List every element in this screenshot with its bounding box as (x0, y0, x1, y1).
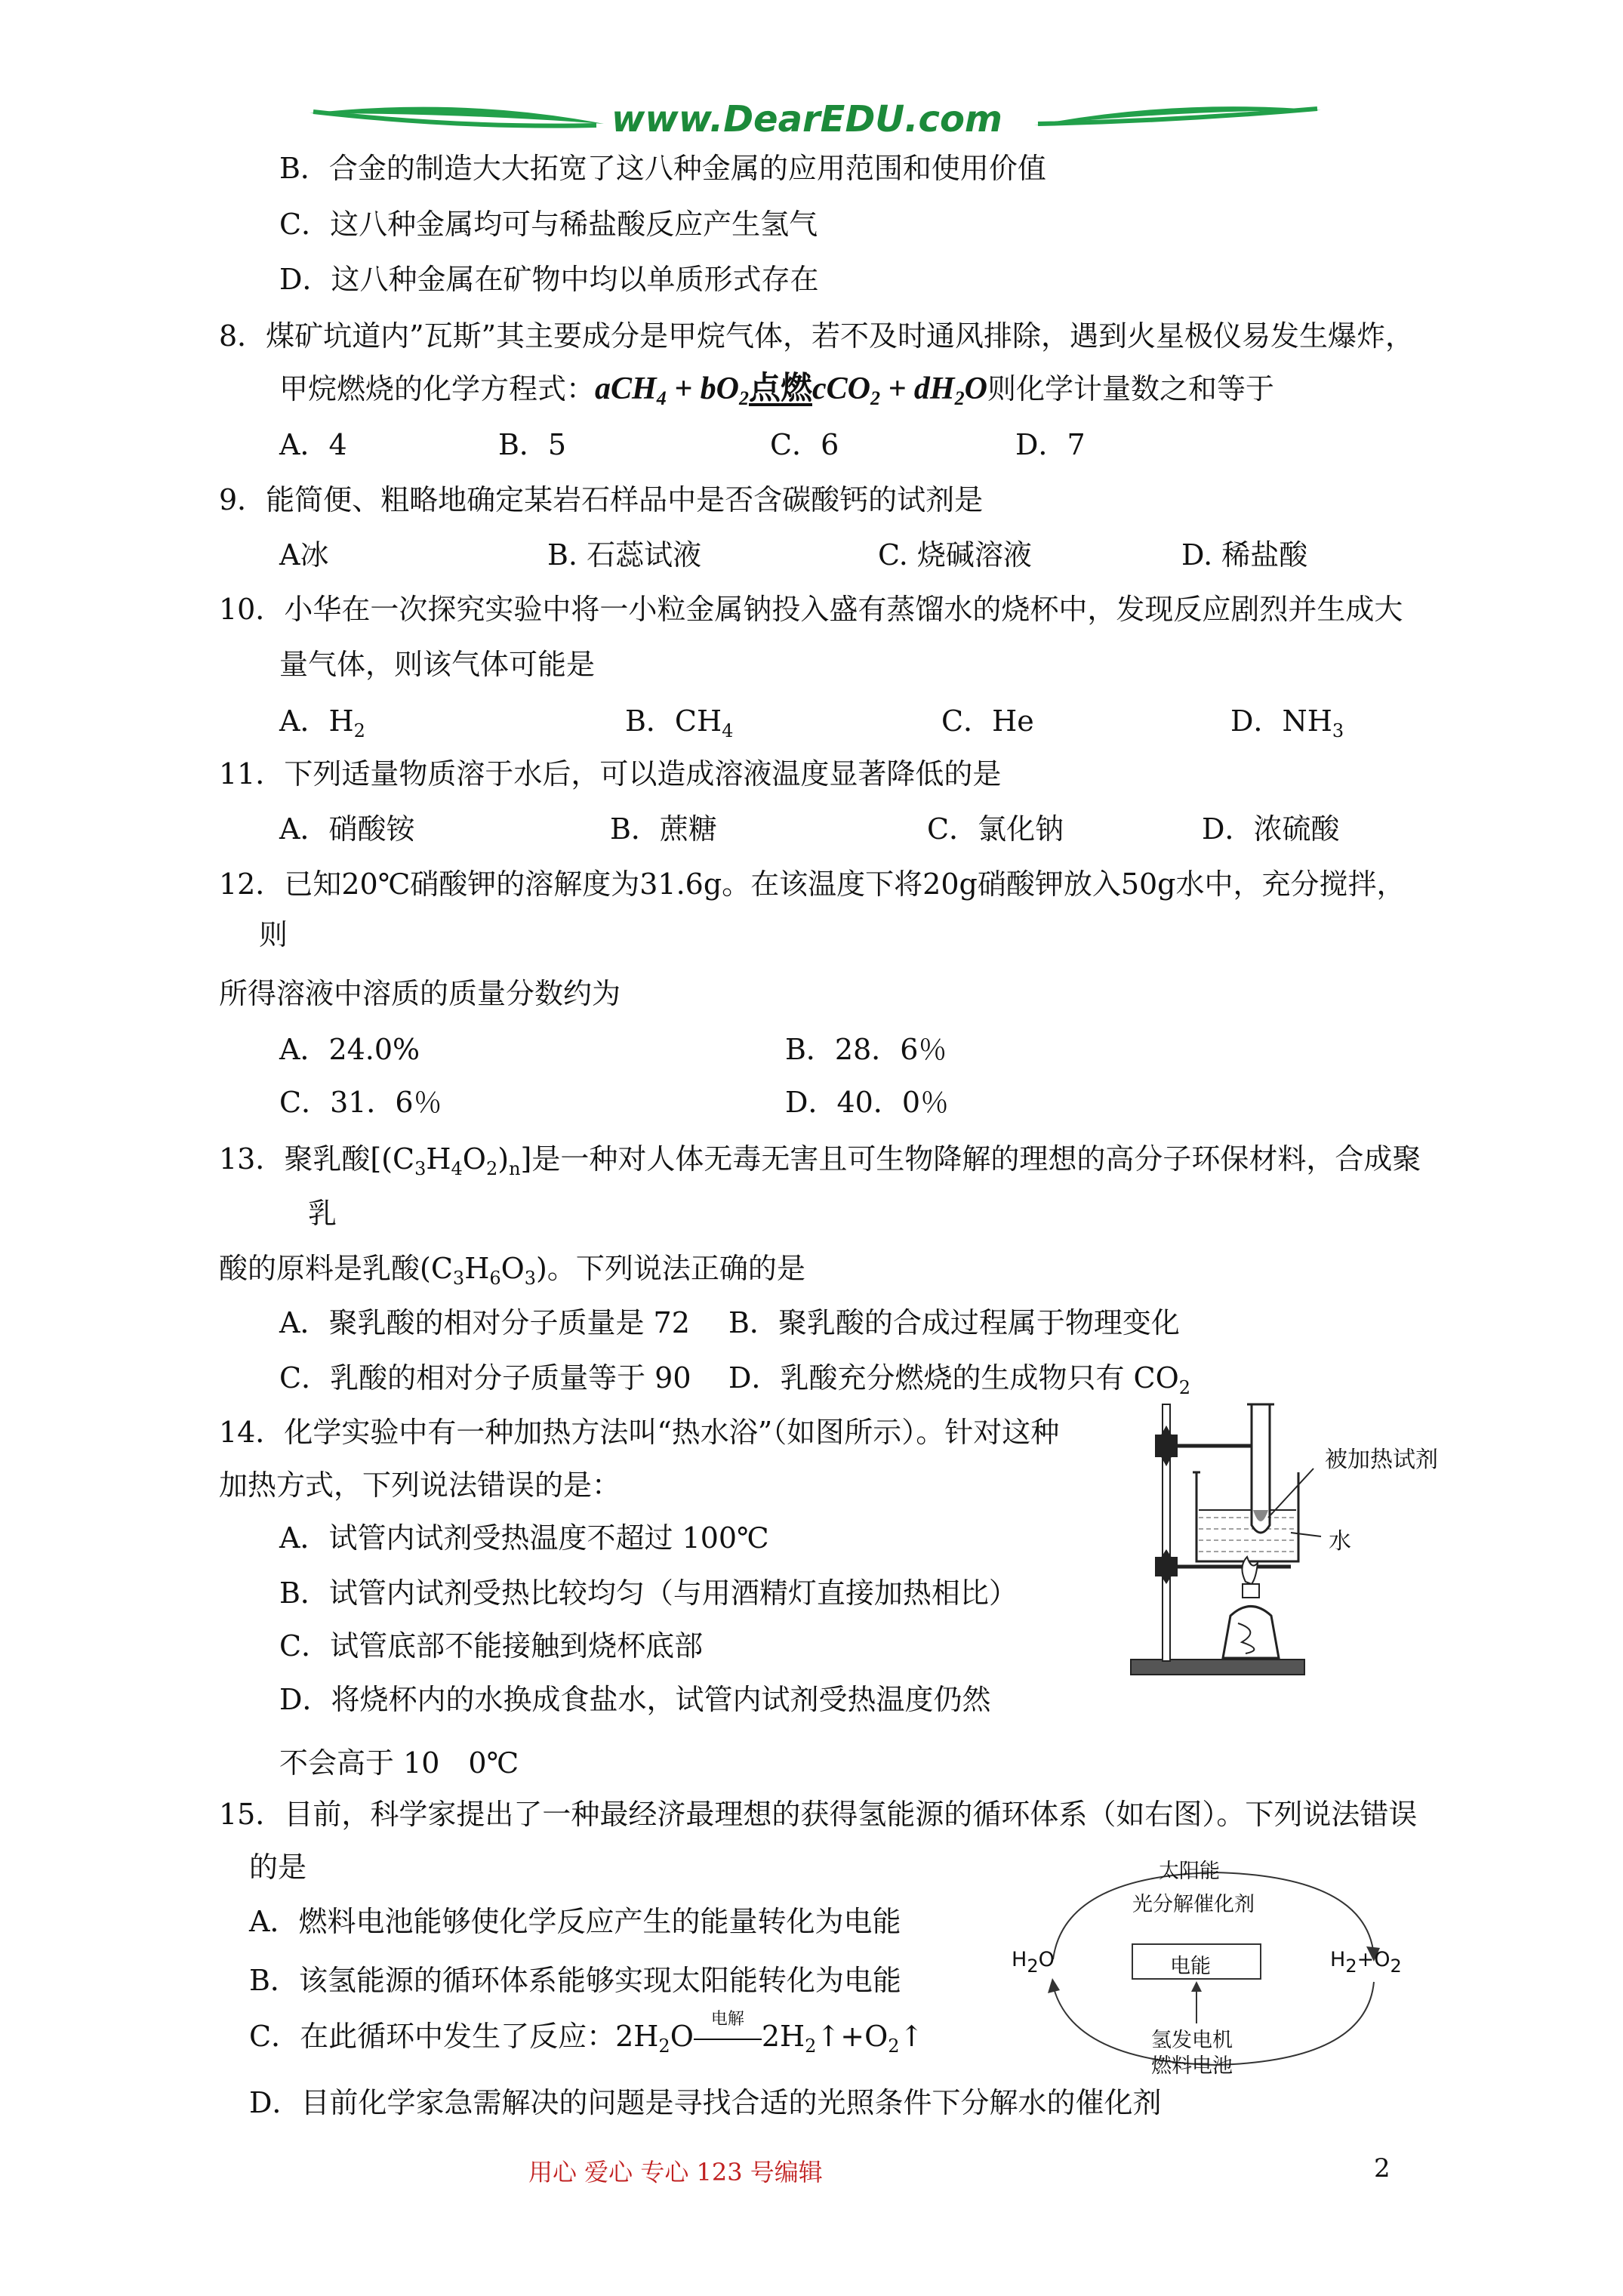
header-site[interactable]: www.DearEDU.com (611, 98, 1002, 140)
q8-option-c: C．6 (770, 428, 839, 461)
q9-option-c: C. 烧碱溶液 (878, 538, 1032, 572)
q8-equation: $aCH_4 + bO_2$点燃$cCO_2 + dH_2O$ (595, 371, 987, 409)
q14-option-a: A．试管内试剂受热温度不超过 100℃ (279, 1521, 769, 1555)
q8-option-a: A．4 (279, 428, 347, 461)
q15-option-a: A．燃料电池能够使化学反应产生的能量转化为电能 (249, 1905, 901, 1938)
q11-stem: 11．下列适量物质溶于水后，可以造成溶液温度显著降低的是 (219, 757, 1002, 791)
q14-option-c: C．试管底部不能接触到烧杯底部 (279, 1629, 704, 1663)
q8-option-d: D．7 (1015, 428, 1086, 461)
q8-option-b: B．5 (498, 428, 567, 461)
label-water: 水 (1329, 1528, 1351, 1555)
q14-option-b: B．试管内试剂受热比较均匀（与用酒精灯直接加热相比） (279, 1576, 1018, 1610)
water-bath-figure (1117, 1389, 1495, 1691)
q11-option-c: C．氯化钠 (927, 812, 1064, 846)
q14-option-d: D．将烧杯内的水换成食盐水，试管内试剂受热温度仍然 (279, 1683, 991, 1716)
diagram-photocatalyst: 光分解催化剂 (1132, 1893, 1255, 1916)
q11-option-a: A．硝酸铵 (279, 812, 415, 846)
q9-option-d: D. 稀盐酸 (1181, 538, 1308, 572)
q13-line3: 酸的原料是乳酸$(C_3H_6O_3)$。下列说法正确的是 (219, 1252, 805, 1289)
q10-option-d: D．$NH_3$ (1230, 704, 1344, 741)
footer-text: 用心 爱心 专心 123 号编辑 (528, 2158, 823, 2187)
q15-line1: 15．目前，科学家提出了一种最经济最理想的获得氢能源的循环体系（如右图）。下列说法错误 (219, 1798, 1418, 1831)
q8-line1: 8．煤矿坑道内”瓦斯”其主要成分是甲烷气体，若不及时通风排除，遇到火星极仪易发生爆炸， (219, 319, 1415, 353)
q8-prefix: 甲烷燃烧的化学方程式： (279, 372, 596, 405)
q13-option-c: C．乳酸的相对分子质量等于 90 (279, 1361, 691, 1395)
q10-option-a: A．$H_2$ (279, 704, 365, 741)
q9-stem: 9．能简便、粗略地确定某岩石样品中是否含碳酸钙的试剂是 (219, 483, 984, 516)
q14-line2: 加热方式，下列说法错误的是： (219, 1469, 621, 1502)
q10-line2: 量气体，则该气体可能是 (279, 648, 596, 681)
diagram-water: H2O (1012, 1948, 1055, 1977)
q13-option-b: B．聚乳酸的合成过程属于物理变化 (728, 1306, 1180, 1339)
q12-option-c: C．31．6％ (279, 1086, 442, 1119)
q15-option-d: D．目前化学家急需解决的问题是寻找合适的光照条件下分解水的催化剂 (249, 2086, 1162, 2119)
label-heated-reagent: 被加热试剂 (1325, 1447, 1438, 1473)
q13-option-d: D．乳酸充分燃烧的生成物只有 $CO_2$ (728, 1361, 1191, 1398)
q15-option-c: C．在此循环中发生了反应：$2H_2O$ 电解 $2H_2↑+O_2↑$ (249, 2010, 924, 2057)
page-number: 2 (1374, 2153, 1390, 2184)
q13-line1: 13．聚乳酸$[(C_3H_4O_2)_n]$是一种对人体无毒无害且可生物降解的理想的高分子环保材料，合成聚 (219, 1142, 1421, 1179)
q11-option-d: D．浓硫酸 (1202, 812, 1340, 846)
q9-option-a: A冰 (279, 538, 329, 572)
q7-option-c: C．这八种金属均可与稀盐酸反应产生氢气 (279, 208, 818, 241)
q12-option-d: D．40．0％ (785, 1086, 949, 1119)
diagram-h2-o2: H2+O2 (1330, 1948, 1402, 1977)
q13-option-a: A．聚乳酸的相对分子质量是 72 (279, 1306, 690, 1339)
q14-option-d-cont: 不会高于 10 0℃ (279, 1746, 519, 1780)
q11-option-b: B．蔗糖 (610, 812, 717, 846)
q7-option-d: D．这八种金属在矿物中均以单质形式存在 (279, 263, 819, 296)
q7-option-b: B．合金的制造大大拓宽了这八种金属的应用范围和使用价值 (279, 152, 1046, 185)
q12-option-a: A．24.0% (279, 1033, 420, 1066)
header-logo (310, 91, 1321, 151)
q9-option-b: B. 石蕊试液 (547, 538, 702, 572)
diagram-solar-energy: 太阳能 (1159, 1860, 1220, 1883)
diagram-hydrogen-generator: 氢发电机 (1151, 2029, 1233, 2052)
q12-line3: 所得溶液中溶质的质量分数约为 (219, 977, 621, 1010)
hydrogen-cycle-diagram (1012, 1842, 1412, 2078)
diagram-electricity: 电能 (1170, 1955, 1211, 1978)
diagram-fuel-cell: 燃料电池 (1151, 2054, 1233, 2078)
q8-suffix: 则化学计量数之和等于 (987, 372, 1274, 405)
q12-line1: 12．已知20℃硝酸钾的溶解度为31.6g。在该温度下将20g硝酸钾放入50g水中，充分搅拌， (219, 868, 1406, 901)
q10-option-b: B．$CH_4$ (625, 704, 734, 741)
q10-option-c: C．He (941, 704, 1034, 738)
q12-line2: 则 (259, 918, 288, 951)
q15-line2: 的是 (249, 1851, 307, 1884)
q8-line2 (279, 370, 1274, 418)
q12-option-b: B．28．6％ (785, 1033, 947, 1066)
q10-line1: 10．小华在一次探究实验中将一小粒金属钠投入盛有蒸馏水的烧杯中，发现反应剧烈并生成大 (219, 593, 1403, 626)
water-bath-apparatus-icon (1117, 1389, 1495, 1691)
q15-option-b: B．该氢能源的循环体系能够实现太阳能转化为电能 (249, 1964, 901, 1997)
q13-line2: 乳 (308, 1197, 337, 1230)
q14-line1: 14．化学实验中有一种加热方法叫“热水浴”（如图所示）。针对这种 (219, 1416, 1060, 1449)
